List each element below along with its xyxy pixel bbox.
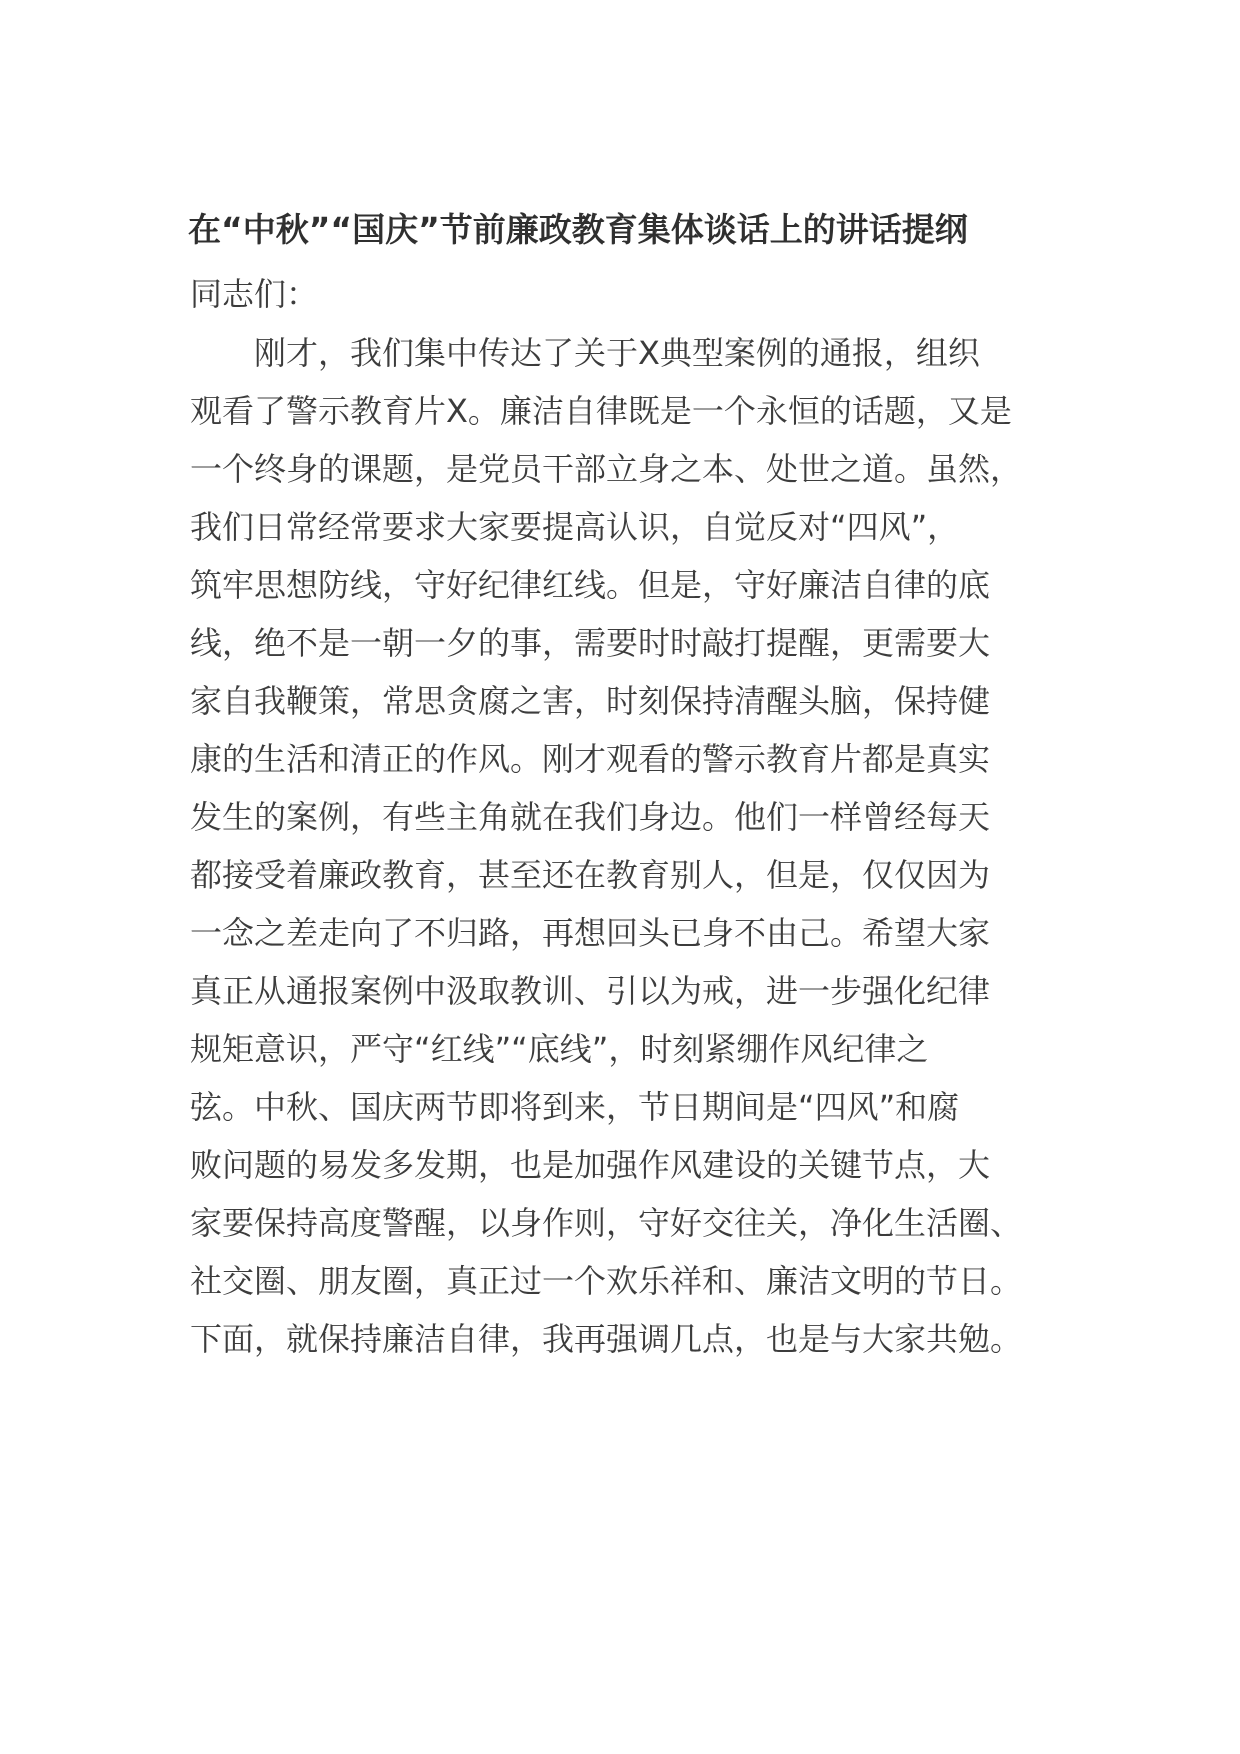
- paragraph-line: 社交圈、朋友圈，真正过一个欢乐祥和、廉洁文明的节日。: [190, 1262, 1023, 1300]
- paragraph-line: 发生的案例，有些主角就在我们身边。他们一样曾经每天: [190, 798, 991, 836]
- paragraph-line: 规矩意识，严守“红线”“底线”，时刻紧绷作风纪律之: [190, 1030, 929, 1068]
- paragraph-line: 家自我鞭策，常思贪腐之害，时刻保持清醒头脑，保持健: [190, 682, 991, 720]
- paragraph-line: 线，绝不是一朝一夕的事，需要时时敲打提醒，更需要大: [190, 624, 991, 662]
- paragraph-line: 都接受着廉政教育，甚至还在教育别人，但是，仅仅因为: [190, 856, 991, 894]
- paragraph-line: 康的生活和清正的作风。刚才观看的警示教育片都是真实: [190, 740, 991, 778]
- paragraph-line: 败问题的易发多发期，也是加强作风建设的关键节点，大: [190, 1146, 991, 1184]
- paragraph-line: 观看了警示教育片X。廉洁自律既是一个永恒的话题，又是: [190, 392, 1012, 430]
- paragraph-line: 我们日常经常要求大家要提高认识，自觉反对“四风”，: [190, 508, 960, 546]
- paragraph-line: 真正从通报案例中汲取教训、引以为戒，进一步强化纪律: [190, 972, 991, 1010]
- paragraph-line: 一念之差走向了不归路，再想回头已身不由己。希望大家: [190, 914, 991, 952]
- paragraph-line: 一个终身的课题，是党员干部立身之本、处世之道。虽然，: [190, 450, 1023, 488]
- document-title: 在“中秋”“国庆”节前廉政教育集体谈话上的讲话提纲: [188, 210, 968, 249]
- paragraph-line: 刚才，我们集中传达了关于X典型案例的通报，组织: [254, 334, 980, 372]
- paragraph-line: 筑牢思想防线，守好纪律红线。但是，守好廉洁自律的底: [190, 566, 991, 604]
- paragraph-line: 下面，就保持廉洁自律，我再强调几点，也是与大家共勉。: [190, 1320, 1023, 1358]
- paragraph-line: 弦。中秋、国庆两节即将到来，节日期间是“四风”和腐: [190, 1088, 960, 1126]
- paragraph-line: 家要保持高度警醒，以身作则，守好交往关，净化生活圈、: [190, 1204, 1023, 1242]
- salutation: 同志们：: [190, 275, 319, 313]
